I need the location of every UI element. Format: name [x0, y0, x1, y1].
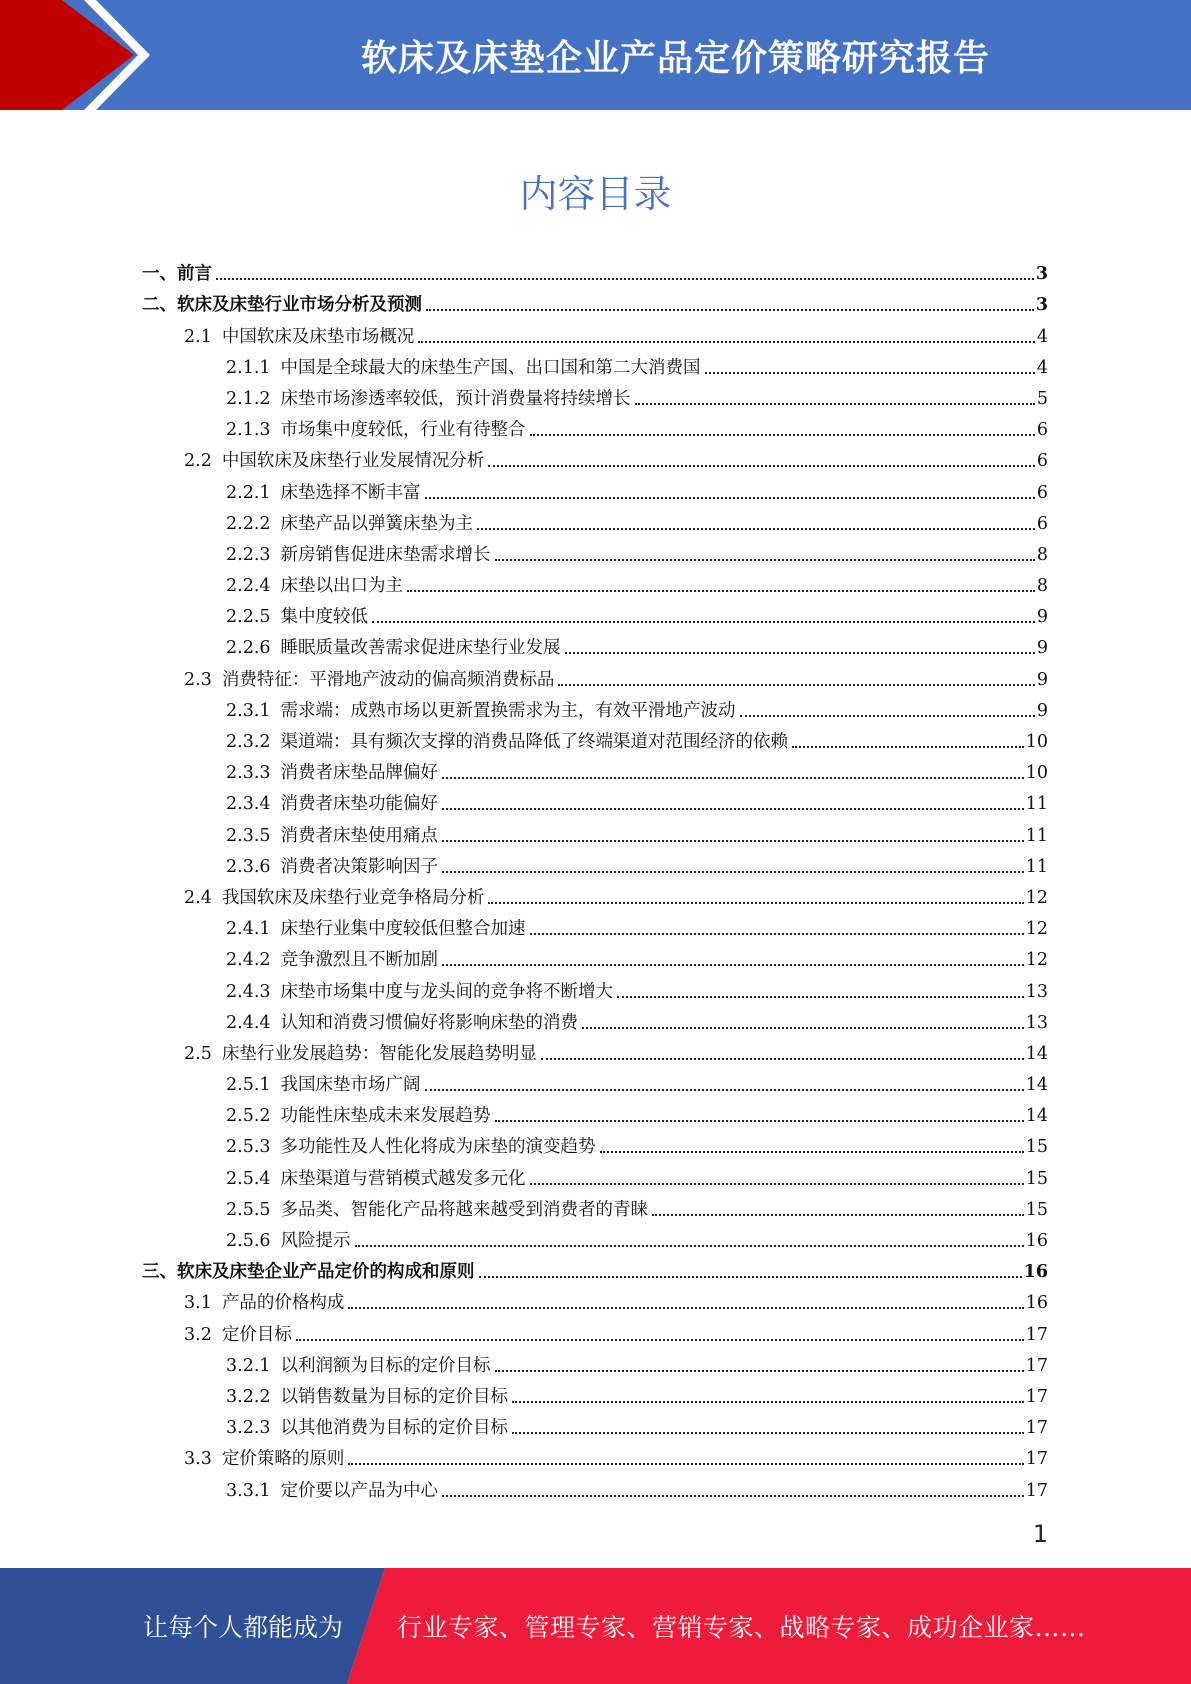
- report-title: 软床及床垫企业产品定价策略研究报告: [360, 37, 990, 79]
- toc-entry-number: 2.4.4: [226, 1012, 271, 1033]
- toc-entry[interactable]: [142, 1470, 1048, 1501]
- toc-entry-page: 9: [1036, 607, 1048, 628]
- toc-dot-leader: [372, 621, 1035, 623]
- toc-entry-number: 2.3.3: [226, 763, 271, 784]
- toc-dot-leader: [477, 528, 1035, 530]
- toc-entry-title: 多品类、智能化产品将越来越受到消费者的青睐: [280, 1199, 649, 1220]
- toc-entry[interactable]: [142, 348, 1048, 379]
- header-banner: [0, 0, 1191, 110]
- toc-entry[interactable]: [142, 753, 1048, 784]
- toc-dot-leader: [425, 1089, 1024, 1091]
- toc-entry[interactable]: [142, 1439, 1048, 1470]
- toc-entry-title: 定价目标: [221, 1324, 292, 1345]
- toc-entry[interactable]: [142, 847, 1048, 878]
- toc-dot-leader: [541, 1058, 1024, 1060]
- toc-entry-title: 功能性床垫成未来发展趋势: [280, 1106, 491, 1127]
- toc-entry-number: 2.1.2: [226, 388, 271, 409]
- toc-entry-title: 我国软床及床垫行业竞争格局分析: [221, 887, 485, 908]
- toc-entry[interactable]: [142, 878, 1048, 909]
- toc-entry-page: 4: [1036, 357, 1048, 378]
- toc-entry-page: 11: [1025, 856, 1048, 877]
- toc-entry[interactable]: [142, 1408, 1048, 1439]
- toc-dot-leader: [652, 1214, 1024, 1216]
- toc-dot-leader: [442, 871, 1024, 873]
- toc-entry-title: 集中度较低: [280, 607, 369, 628]
- toc-entry[interactable]: [142, 1252, 1048, 1283]
- toc-entry-page: 17: [1025, 1480, 1048, 1501]
- toc-entry-page: 12: [1025, 919, 1048, 940]
- toc-entry[interactable]: [142, 254, 1048, 285]
- toc-dot-leader: [740, 715, 1035, 717]
- toc-entry-page: 6: [1036, 482, 1048, 503]
- toc-entry-page: 13: [1025, 1012, 1048, 1033]
- toc-entry-page: 9: [1036, 669, 1048, 690]
- toc-entry-page: 16: [1023, 1262, 1048, 1283]
- toc-entry[interactable]: [142, 628, 1048, 659]
- toc-entry-title: 床垫行业集中度较低但整合加速: [280, 919, 526, 940]
- toc-entry-page: 12: [1025, 887, 1048, 908]
- toc-entry[interactable]: [142, 441, 1048, 472]
- toc-dot-leader: [442, 777, 1024, 779]
- toc-entry[interactable]: [142, 472, 1048, 503]
- toc-entry-page: 14: [1025, 1075, 1048, 1096]
- toc-entry-title: 多功能性及人性化将成为床垫的演变趋势: [280, 1137, 596, 1158]
- toc-dot-leader: [488, 465, 1035, 467]
- toc-dot-leader: [512, 1432, 1024, 1434]
- toc-dot-leader: [442, 840, 1024, 842]
- toc-entry-number: 2.4.2: [226, 950, 271, 971]
- toc-entry-page: 10: [1025, 732, 1048, 752]
- footer-slogan-left: 让每个人都能成为: [143, 1613, 344, 1642]
- toc-entry-number: 一、: [142, 264, 177, 285]
- toc-entry-title: 床垫选择不断丰富: [280, 482, 421, 503]
- toc-entry-title: 床垫产品以弹簧床垫为主: [280, 513, 474, 534]
- toc-dot-leader: [442, 1495, 1024, 1497]
- toc-entry-number: 2.3.2: [226, 732, 271, 752]
- toc-entry-number: 3.2: [184, 1324, 212, 1345]
- toc-entry-title: 我国床垫市场广阔: [280, 1075, 421, 1096]
- toc-dot-leader: [348, 1463, 1023, 1465]
- toc-dot-leader: [442, 808, 1024, 810]
- toc-entry-number: 2.5.4: [226, 1168, 271, 1189]
- toc-dot-leader: [530, 1183, 1024, 1185]
- toc-entry-number: 3.2.3: [226, 1418, 271, 1439]
- toc-entry-page: 17: [1025, 1324, 1048, 1345]
- toc-dot-leader: [479, 1276, 1022, 1278]
- toc-entry[interactable]: [142, 1377, 1048, 1408]
- toc-entry-number: 2.5.6: [226, 1231, 271, 1251]
- toc-entry-page: 9: [1036, 700, 1048, 721]
- toc-dot-leader: [442, 964, 1024, 966]
- toc-entry-number: 三、: [142, 1262, 177, 1283]
- toc-dot-leader: [216, 278, 1034, 280]
- toc-entry-number: 2.5.3: [226, 1137, 271, 1158]
- toc-entry-number: 2.4: [184, 887, 212, 908]
- toc-entry-page: 9: [1036, 638, 1048, 659]
- toc-entry-number: 2.2.6: [226, 638, 271, 659]
- toc-entry-title: 认知和消费习惯偏好将影响床垫的消费: [280, 1012, 579, 1033]
- toc-entry-title: 消费者床垫使用痛点: [280, 825, 439, 846]
- toc-entry[interactable]: [142, 566, 1048, 597]
- toc-dot-leader: [530, 434, 1035, 436]
- toc-entry-title: 软床及床垫行业市场分析及预测: [177, 295, 422, 316]
- toc-entry-title: 竞争激烈且不断加剧: [280, 950, 439, 971]
- toc-entry[interactable]: [142, 659, 1048, 690]
- footer-slogan-right: 行业专家、管理专家、营销专家、战略专家、成功企业家……: [397, 1613, 1086, 1642]
- toc-entry[interactable]: [142, 1221, 1048, 1252]
- toc-entry[interactable]: [142, 1096, 1048, 1127]
- toc-dot-leader: [425, 497, 1035, 499]
- toc-entry-page: 17: [1025, 1418, 1048, 1439]
- toc-dot-leader: [418, 341, 1035, 343]
- toc-entry-number: 2.1.1: [226, 357, 271, 378]
- toc-entry-title: 床垫市场渗透率较低，预计消费量将持续增长: [280, 388, 631, 409]
- toc-entry-title: 定价策略的原则: [221, 1449, 345, 1470]
- toc-entry-title: 消费特征：平滑地产波动的偏高频消费标品: [221, 669, 555, 690]
- toc-entry-number: 2.1: [184, 326, 212, 347]
- toc-entry[interactable]: [142, 535, 1048, 566]
- toc-entry-number: 二、: [142, 295, 177, 316]
- toc-entry[interactable]: [142, 784, 1048, 815]
- toc-entry-title: 以其他消费为目标的定价目标: [280, 1418, 509, 1439]
- toc-entry-page: 3: [1035, 295, 1048, 316]
- toc-entry-title: 床垫以出口为主: [280, 576, 404, 597]
- toc-entry-number: 2.5: [184, 1043, 212, 1064]
- toc-entry-title: 以销售数量为目标的定价目标: [280, 1386, 509, 1407]
- toc-dot-leader: [426, 309, 1034, 311]
- toc-entry[interactable]: [142, 1190, 1048, 1221]
- toc-entry-number: 2.5.5: [226, 1199, 271, 1220]
- toc-entry-number: 2.2.3: [226, 544, 271, 565]
- toc-entry-title: 以利润额为目标的定价目标: [280, 1355, 491, 1376]
- toc-entry-page: 14: [1025, 1043, 1048, 1064]
- toc-entry[interactable]: [142, 1158, 1048, 1189]
- toc-entry-page: 17: [1025, 1386, 1048, 1407]
- toc-entry-title: 中国软床及床垫行业发展情况分析: [221, 451, 485, 472]
- toc-entry[interactable]: [142, 691, 1048, 722]
- toc-entry-page: 6: [1036, 420, 1048, 441]
- toc-dot-leader: [488, 902, 1023, 904]
- toc-entry[interactable]: [142, 1034, 1048, 1065]
- toc-dot-leader: [495, 559, 1035, 561]
- toc-entry[interactable]: [142, 971, 1048, 1002]
- toc-entry-title: 中国是全球最大的床垫生产国、出口国和第二大消费国: [280, 357, 701, 378]
- toc-entry-number: 2.2.4: [226, 576, 271, 597]
- toc-entry-page: 8: [1036, 576, 1048, 597]
- toc-entry-page: 6: [1036, 451, 1048, 472]
- toc-entry-page: 11: [1025, 825, 1048, 846]
- toc-entry[interactable]: [142, 815, 1048, 846]
- toc-entry-number: 2.1.3: [226, 420, 271, 441]
- toc-entry-number: 2.5.1: [226, 1075, 271, 1096]
- toc-entry-page: 10: [1025, 763, 1048, 784]
- toc-entry-number: 2.3.6: [226, 856, 271, 877]
- red-arrow-icon: [0, 0, 160, 110]
- toc-entry-page: 6: [1036, 513, 1048, 534]
- toc-entry-title: 市场集中度较低，行业有待整合: [280, 420, 526, 441]
- toc-entry-page: 14: [1025, 1106, 1048, 1127]
- toc-entry-page: 15: [1025, 1199, 1048, 1220]
- toc-entry-page: 13: [1025, 981, 1048, 1002]
- toc-entry[interactable]: [142, 722, 1048, 753]
- toc-dot-leader: [348, 1307, 1023, 1309]
- toc-dot-leader: [495, 1120, 1024, 1122]
- toc-entry-title: 定价要以产品为中心: [280, 1480, 439, 1501]
- toc-dot-leader: [635, 403, 1035, 405]
- toc-entry-title: 新房销售促进床垫需求增长: [280, 544, 491, 565]
- toc-entry-title: 床垫渠道与营销模式越发多元化: [280, 1168, 526, 1189]
- table-of-contents: [142, 254, 1048, 1502]
- toc-entry-number: 3.3: [184, 1449, 212, 1470]
- page-number: 1: [1032, 1520, 1048, 1548]
- toc-entry[interactable]: [142, 316, 1048, 347]
- toc-entry-number: 2.3: [184, 669, 212, 690]
- toc-entry-page: 5: [1036, 388, 1048, 409]
- toc-entry-page: 3: [1035, 264, 1048, 285]
- toc-entry-title: 床垫行业发展趋势：智能化发展趋势明显: [221, 1043, 537, 1064]
- toc-entry[interactable]: [142, 410, 1048, 441]
- toc-entry-title: 产品的价格构成: [221, 1293, 345, 1314]
- toc-entry-number: 3.1: [184, 1293, 212, 1314]
- toc-dot-leader: [495, 1370, 1024, 1372]
- toc-entry-title: 消费者床垫品牌偏好: [280, 763, 439, 784]
- toc-entry-number: 2.2.1: [226, 482, 271, 503]
- toc-entry-page: 16: [1025, 1231, 1048, 1251]
- toc-heading: 内容目录: [519, 172, 672, 216]
- toc-dot-leader: [296, 1339, 1024, 1341]
- toc-entry-page: 17: [1025, 1355, 1048, 1376]
- toc-dot-leader: [355, 1245, 1024, 1247]
- toc-entry-number: 2.4.1: [226, 919, 271, 940]
- toc-entry-title: 软床及床垫企业产品定价的构成和原则: [177, 1262, 475, 1283]
- toc-entry-number: 3.2.2: [226, 1386, 271, 1407]
- toc-entry-title: 床垫市场集中度与龙头间的竞争将不断增大: [280, 981, 614, 1002]
- toc-entry-page: 17: [1025, 1449, 1048, 1470]
- toc-entry-number: 3.2.1: [226, 1355, 271, 1376]
- toc-entry-page: 11: [1025, 794, 1048, 815]
- toc-dot-leader: [558, 684, 1035, 686]
- toc-entry-number: 2.5.2: [226, 1106, 271, 1127]
- toc-entry-page: 12: [1025, 950, 1048, 971]
- footer-banner: [0, 1568, 1191, 1684]
- toc-entry-number: 2.2.2: [226, 513, 271, 534]
- toc-entry[interactable]: [142, 1314, 1048, 1345]
- toc-entry-number: 2.2.5: [226, 607, 271, 628]
- toc-dot-leader: [512, 1401, 1024, 1403]
- toc-entry-page: 8: [1036, 544, 1048, 565]
- toc-entry[interactable]: [142, 597, 1048, 628]
- toc-entry[interactable]: [142, 1003, 1048, 1034]
- toc-entry-page: 15: [1025, 1168, 1048, 1189]
- toc-entry-number: 3.3.1: [226, 1480, 271, 1501]
- toc-entry-title: 渠道端：具有频次支撑的消费品降低了终端渠道对范围经济的依赖: [280, 732, 789, 752]
- toc-entry[interactable]: [142, 504, 1048, 535]
- toc-entry[interactable]: [142, 379, 1048, 410]
- toc-dot-leader: [705, 372, 1035, 374]
- toc-entry-title: 中国软床及床垫市场概况: [221, 326, 415, 347]
- toc-dot-leader: [530, 933, 1024, 935]
- toc-dot-leader: [407, 590, 1035, 592]
- toc-dot-leader: [792, 746, 1024, 748]
- toc-entry[interactable]: [142, 285, 1048, 316]
- toc-entry-title: 风险提示: [280, 1231, 351, 1251]
- toc-dot-leader: [617, 996, 1024, 998]
- toc-entry[interactable]: [142, 909, 1048, 940]
- toc-entry-page: 16: [1025, 1293, 1048, 1314]
- toc-entry-page: 15: [1025, 1137, 1048, 1158]
- toc-entry-number: 2.4.3: [226, 981, 271, 1002]
- toc-entry[interactable]: [142, 1065, 1048, 1096]
- toc-entry-title: 前言: [177, 264, 212, 285]
- toc-dot-leader: [600, 1151, 1024, 1153]
- toc-entry-page: 4: [1036, 326, 1048, 347]
- toc-entry[interactable]: [142, 1283, 1048, 1314]
- toc-entry-number: 2.2: [184, 451, 212, 472]
- toc-entry-title: 消费者床垫功能偏好: [280, 794, 439, 815]
- toc-dot-leader: [582, 1027, 1024, 1029]
- toc-entry[interactable]: [142, 940, 1048, 971]
- toc-entry[interactable]: [142, 1346, 1048, 1377]
- toc-entry-number: 2.3.5: [226, 825, 271, 846]
- toc-entry[interactable]: [142, 1127, 1048, 1158]
- toc-entry-number: 2.3.4: [226, 794, 271, 815]
- toc-entry-title: 需求端：成熟市场以更新置换需求为主，有效平滑地产波动: [280, 700, 736, 721]
- toc-entry-title: 消费者决策影响因子: [280, 856, 439, 877]
- toc-entry-title: 睡眠质量改善需求促进床垫行业发展: [280, 638, 561, 659]
- toc-entry-number: 2.3.1: [226, 700, 271, 721]
- toc-dot-leader: [565, 652, 1035, 654]
